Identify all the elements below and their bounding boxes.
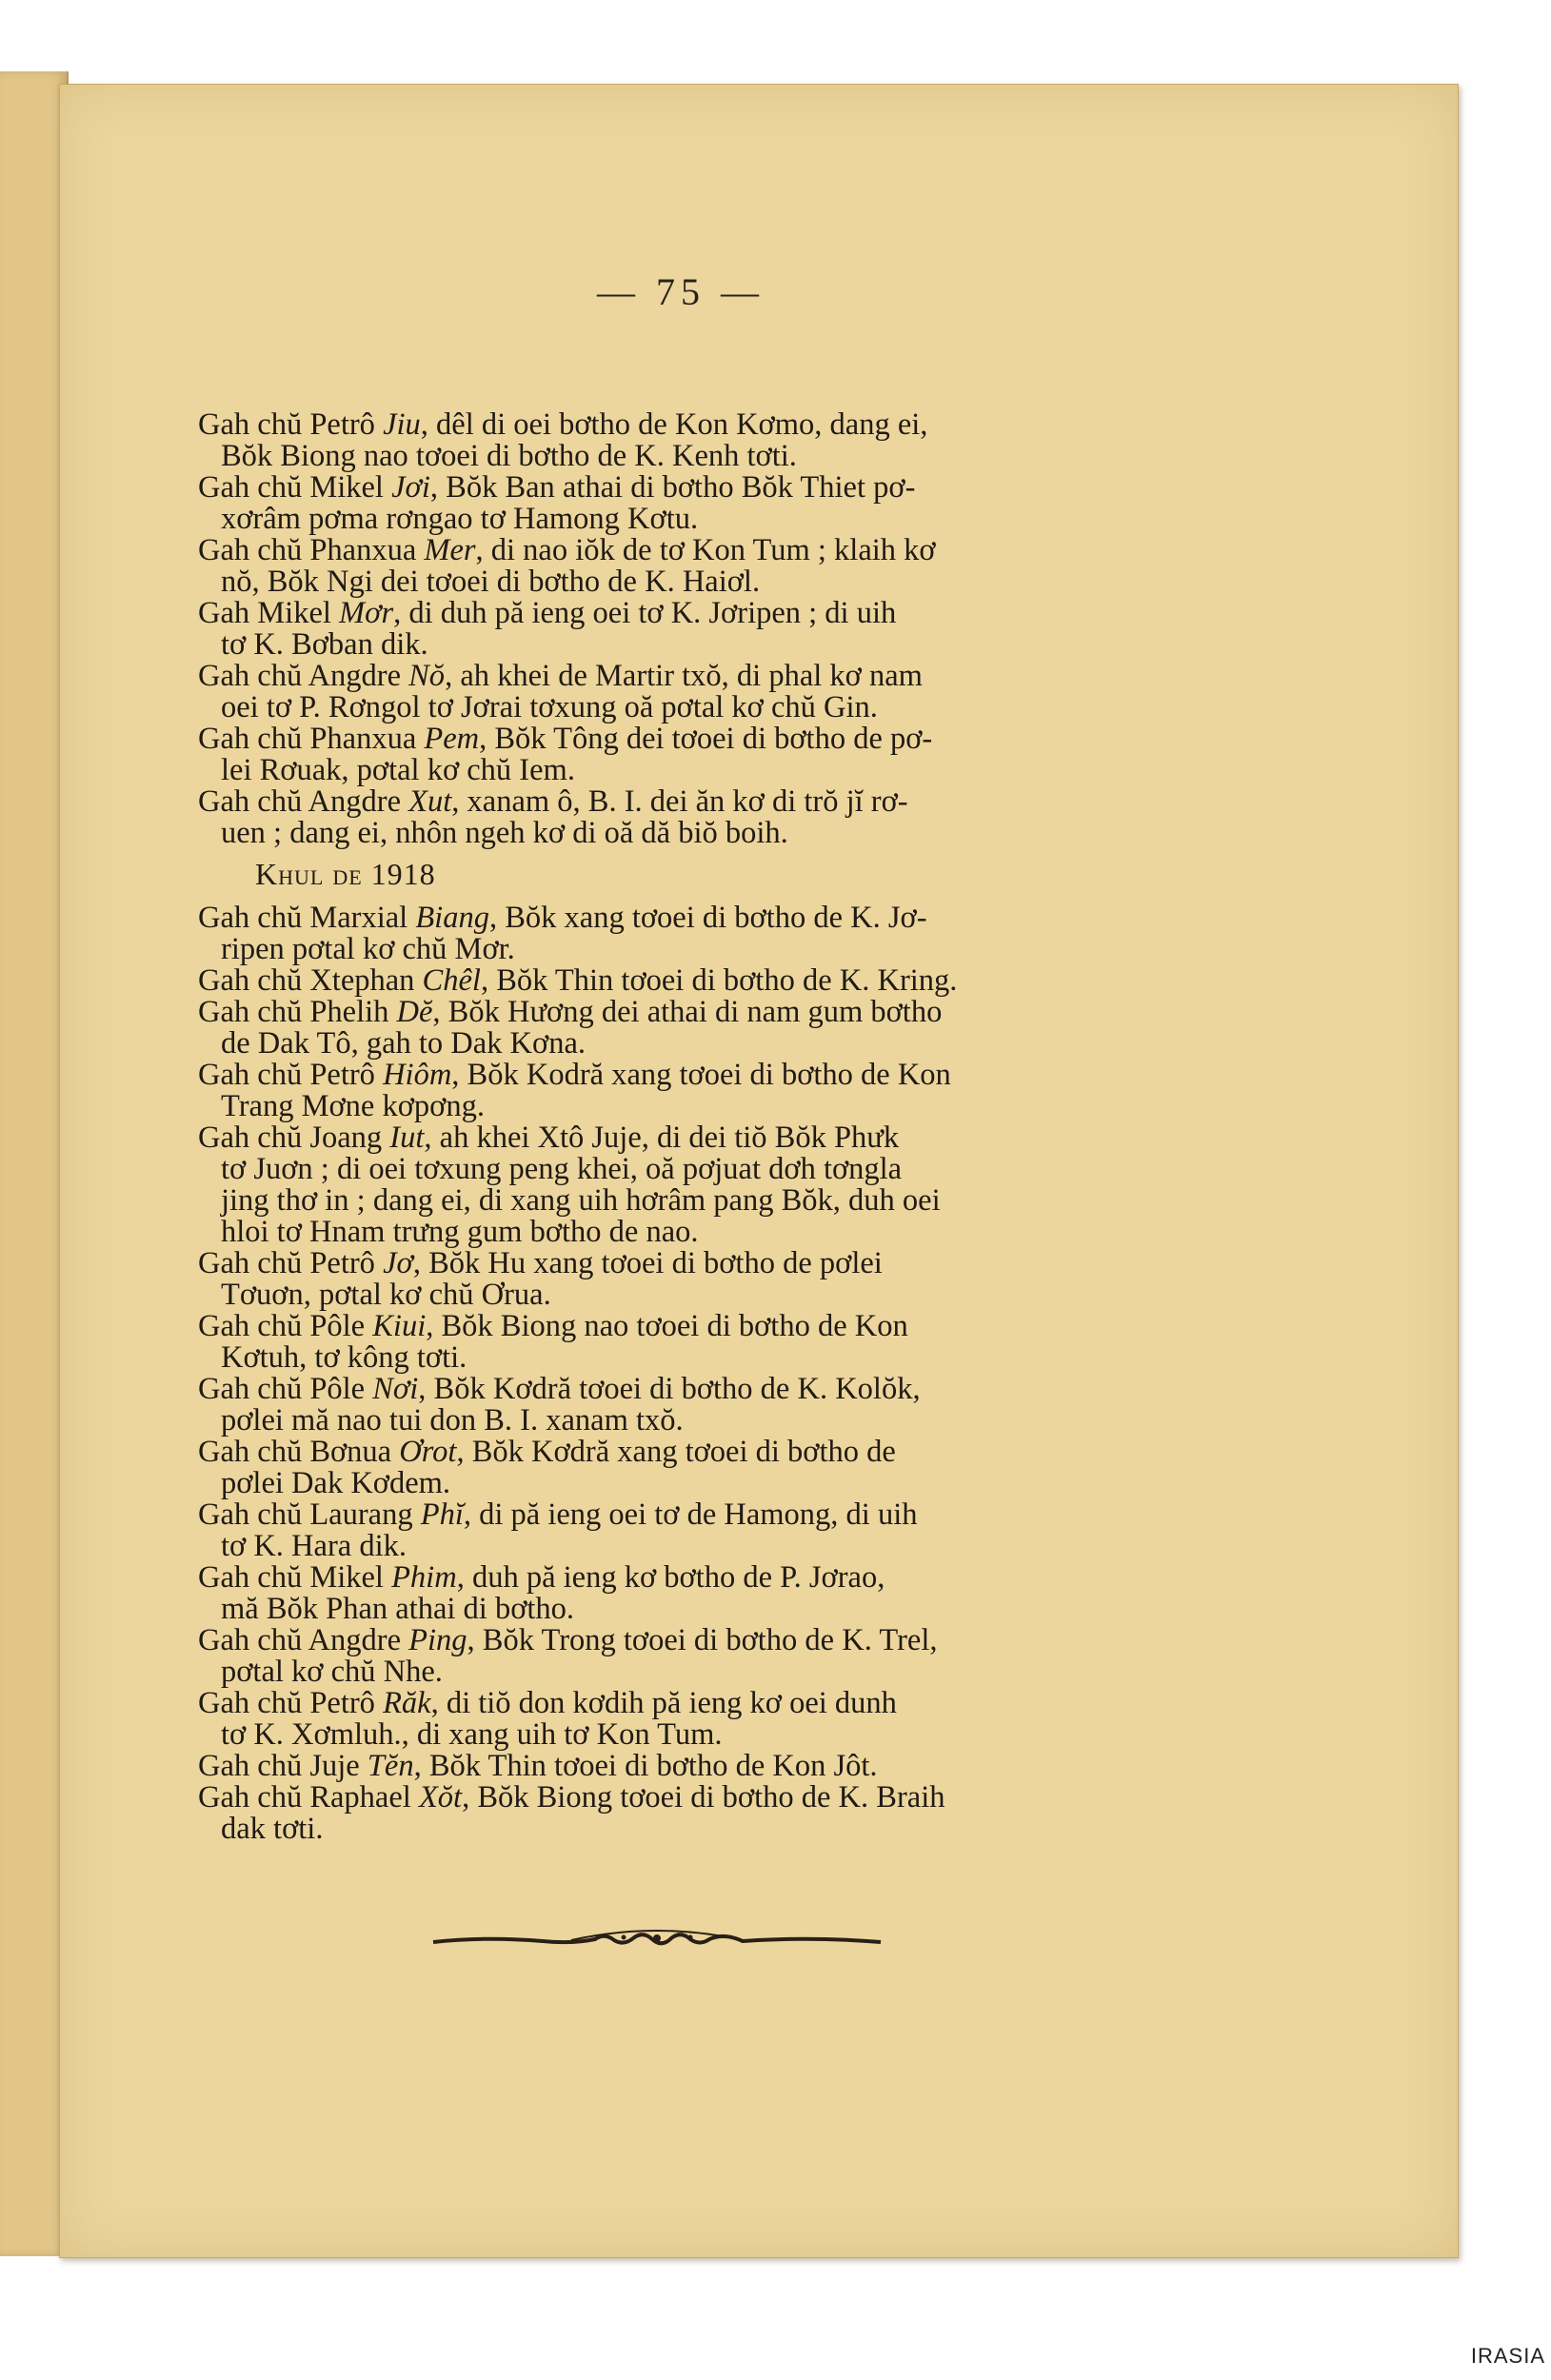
person-name: Iut [389, 1121, 425, 1155]
entry-line [198, 1248, 1150, 1279]
entry-lead: Gah chŭ Juje [198, 1749, 360, 1783]
person-name: Biang [415, 901, 489, 935]
entry-text: , xanam ô, B. I. dei ăn kơ di trŏ jĭ rơ- [451, 784, 908, 819]
entry-text: , Bŏk Thin tơoei di bơtho de K. Kring. [480, 963, 958, 998]
entry-paragraph [198, 1782, 1150, 1845]
section-2 [198, 902, 1150, 1845]
person-name: Phim [391, 1560, 457, 1595]
entry-paragraph [198, 724, 1150, 786]
entry-lead: Gah chŭ Bơnua [198, 1435, 392, 1469]
person-name: Nơi [372, 1372, 419, 1406]
entry-lead: Gah chŭ Phanxua [198, 722, 417, 756]
entry-continuation: uen ; dang ei, nhôn ngeh kơ di oă dă biŏ boih. [221, 816, 788, 850]
entry-lead: Gah chŭ Petrô [198, 407, 375, 442]
person-name: Răk [383, 1686, 431, 1720]
entry-continuation: oei tơ P. Rơngol tơ Jơrai tơxung oă pơtal kơ chŭ Gin. [221, 690, 878, 724]
entry-lead: Gah chŭ Petrô [198, 1246, 375, 1280]
entry-paragraph [198, 1060, 1150, 1122]
person-name: Tĕn [367, 1749, 414, 1783]
page-number: — 75 — [597, 270, 765, 313]
entry-line [198, 661, 1150, 692]
person-name: Xut [408, 784, 452, 819]
entry-line [198, 1782, 1150, 1814]
entry-line [198, 1625, 1150, 1656]
entry-continuation: dak tơti. [221, 1812, 324, 1846]
entry-continuation: pơlei Dak Kơdem. [221, 1466, 451, 1500]
entry-lead: Gah chŭ Marxial [198, 901, 408, 935]
entry-text: , Bŏk Kơdră xang tơoei di bơtho de [456, 1435, 896, 1469]
section-heading: Khul de 1918 [255, 857, 436, 891]
entry-lead: Gah chŭ Mikel [198, 470, 384, 505]
entry-text: , duh pă ieng kơ bơtho de P. Jơrao, [456, 1560, 885, 1595]
entry-continuation: Trang Mơne kơpơng. [221, 1089, 485, 1123]
entry-lead: Gah chŭ Laurang [198, 1497, 413, 1532]
entry-text: , Bŏk Hương dei athai di nam gum bơtho [432, 995, 943, 1029]
entry-line [198, 965, 1150, 997]
entry-line [198, 1688, 1150, 1719]
entry-text: , Bŏk Kodră xang tơoei di bơtho de Kon [451, 1058, 951, 1092]
entry-lead: Gah chŭ Raphael [198, 1780, 411, 1815]
entry-text: , Bŏk Hu xang tơoei di bơtho de pơlei [412, 1246, 883, 1280]
entry-text: , Bŏk Biong nao tơoei di bơtho de Kon [426, 1309, 908, 1343]
person-name: Nŏ [408, 659, 446, 693]
entry-text: , dêl di oei bơtho de Kon Kơmo, dang ei, [420, 407, 928, 442]
section-1 [198, 409, 1150, 849]
entry-paragraph [198, 1374, 1150, 1437]
entry-paragraph [198, 965, 1150, 997]
entry-lead: Gah chŭ Angdre [198, 1623, 401, 1657]
entry-line [198, 1122, 1150, 1154]
entry-paragraph [198, 409, 1150, 472]
entry-line [198, 409, 1150, 441]
entry-line [198, 535, 1150, 566]
entry-line [198, 1499, 1150, 1531]
entry-continuation: mă Bŏk Phan athai di bơtho. [221, 1592, 575, 1626]
entry-text: , Bŏk Tông dei tơoei di bơtho de pơ- [479, 722, 933, 756]
decorative-divider [428, 1925, 885, 1954]
person-name: Hiôm [383, 1058, 452, 1092]
entry-line [198, 1437, 1150, 1468]
entry-paragraph [198, 661, 1150, 724]
entry-paragraph [198, 598, 1150, 661]
entry-paragraph [198, 786, 1150, 849]
entry-lead: Gah Mikel [198, 596, 331, 630]
person-name: Ping [408, 1623, 467, 1657]
entry-paragraph [198, 1437, 1150, 1499]
entry-line [198, 724, 1150, 755]
entry-line [198, 1751, 1150, 1782]
entry-line [198, 1374, 1150, 1405]
entry-continuation: de Dak Tô, gah to Dak Kơna. [221, 1026, 587, 1061]
person-name: Mer [424, 533, 476, 567]
entry-continuation: tơ K. Bơban dik. [221, 627, 428, 662]
entry-paragraph [198, 1751, 1150, 1782]
person-name: Kiui [372, 1309, 427, 1343]
entry-text: , Bŏk xang tơoei di bơtho de K. Jơ- [488, 901, 927, 935]
entry-paragraph [198, 535, 1150, 598]
entry-lead: Gah chŭ Pôle [198, 1372, 366, 1406]
entry-text: , di tiŏ don kơdih pă ieng kơ oei dunh [430, 1686, 897, 1720]
entry-text: , Bŏk Trong tơoei di bơtho de K. Trel, [467, 1623, 938, 1657]
entry-text: , di nao iŏk de tơ Kon Tum ; klaih kơ [475, 533, 936, 567]
person-name: Phĭ [420, 1497, 464, 1532]
entry-text: , ah khei Xtô Juje, di dei tiŏ Bŏk Phưk [424, 1121, 900, 1155]
entry-continuation: pơtal kơ chŭ Nhe. [221, 1655, 443, 1689]
entry-line [198, 997, 1150, 1028]
entry-paragraph [198, 1311, 1150, 1374]
person-name: Jơi [391, 470, 430, 505]
entry-continuation: tơ Juơn ; di oei tơxung peng khei, oă pơjuat dơh tơngla [221, 1152, 903, 1186]
entry-continuation: Bŏk Biong nao tơoei di bơtho de K. Kenh tơti. [221, 439, 797, 473]
person-name: Pem [424, 722, 480, 756]
entry-lead: Gah chŭ Phanxua [198, 533, 417, 567]
entry-paragraph [198, 1688, 1150, 1751]
entry-continuation: xơrâm pơma rơngao tơ Hamong Kơtu. [221, 502, 699, 536]
entry-lead: Gah chŭ Petrô [198, 1686, 375, 1720]
entry-text: , Bŏk Kơdră tơoei di bơtho de K. Kolŏk, [418, 1372, 921, 1406]
entry-continuation: tơ K. Hara dik. [221, 1529, 407, 1563]
entry-line [198, 1311, 1150, 1342]
person-name: Dĕ [396, 995, 433, 1029]
entry-continuation: tơ K. Xơmluh., di xang uih tơ Kon Tum. [221, 1717, 723, 1752]
person-name: Jơ [383, 1246, 413, 1280]
person-name: Xŏt [418, 1780, 463, 1815]
entry-paragraph [198, 1625, 1150, 1688]
watermark: IRASIA [1470, 2344, 1545, 2368]
entry-lead: Gah chŭ Angdre [198, 784, 401, 819]
entry-text: , Bŏk Thin tơoei di bơtho de Kon Jôt. [413, 1749, 878, 1783]
entry-line [198, 1562, 1150, 1594]
entry-lead: Gah chŭ Angdre [198, 659, 401, 693]
person-name: Chêl [422, 963, 481, 998]
entry-line [198, 786, 1150, 818]
entry-line [198, 472, 1150, 504]
entry-lead: Gah chŭ Joang [198, 1121, 383, 1155]
entry-paragraph [198, 902, 1150, 965]
entry-line [198, 598, 1150, 629]
entry-continuation: pơlei mă nao tui don B. I. xanam txŏ. [221, 1403, 684, 1438]
entry-lead: Gah chŭ Petrô [198, 1058, 375, 1092]
entry-paragraph [198, 472, 1150, 535]
entry-line [198, 902, 1150, 934]
entry-paragraph [198, 1122, 1150, 1248]
person-name: Mơr [339, 596, 394, 630]
entry-text: , di pă ieng oei tơ de Hamong, di uih [463, 1497, 918, 1532]
entry-text: , di duh pă ieng oei tơ K. Jơripen ; di uih [393, 596, 897, 630]
page-text [198, 409, 1150, 1845]
entry-paragraph [198, 1499, 1150, 1562]
entry-lead: Gah chŭ Phelih [198, 995, 389, 1029]
entry-line [198, 1060, 1150, 1091]
entry-continuation: Tơuơn, pơtal kơ chŭ Ơrua. [221, 1278, 551, 1312]
entry-text: , Bŏk Biong tơoei di bơtho de K. Braih [462, 1780, 945, 1815]
entry-continuation: jing thơ in ; dang ei, di xang uih hơrâm pang Bŏk, duh oei [221, 1183, 941, 1218]
entry-paragraph [198, 997, 1150, 1060]
entry-paragraph [198, 1562, 1150, 1625]
entry-lead: Gah chŭ Mikel [198, 1560, 384, 1595]
entry-continuation: nŏ, Bŏk Ngi dei tơoei di bơtho de K. Haiơl. [221, 565, 761, 599]
entry-continuation: ripen pơtal kơ chŭ Mơr. [221, 932, 515, 966]
entry-continuation: hloi tơ Hnam trưng gum bơtho de nao. [221, 1215, 699, 1249]
entry-text: , Bŏk Ban athai di bơtho Bŏk Thiet pơ- [429, 470, 916, 505]
person-name: Ơrot [399, 1435, 457, 1469]
entry-continuation: Kơtuh, tơ kông tơti. [221, 1340, 467, 1375]
entry-lead: Gah chŭ Pôle [198, 1309, 366, 1343]
entry-text: , ah khei de Martir txŏ, di phal kơ nam [445, 659, 923, 693]
entry-continuation: lei Rơuak, pơtal kơ chŭ Iem. [221, 753, 575, 787]
person-name: Jiu [383, 407, 421, 442]
entry-paragraph [198, 1248, 1150, 1311]
entry-lead: Gah chŭ Xtephan [198, 963, 415, 998]
